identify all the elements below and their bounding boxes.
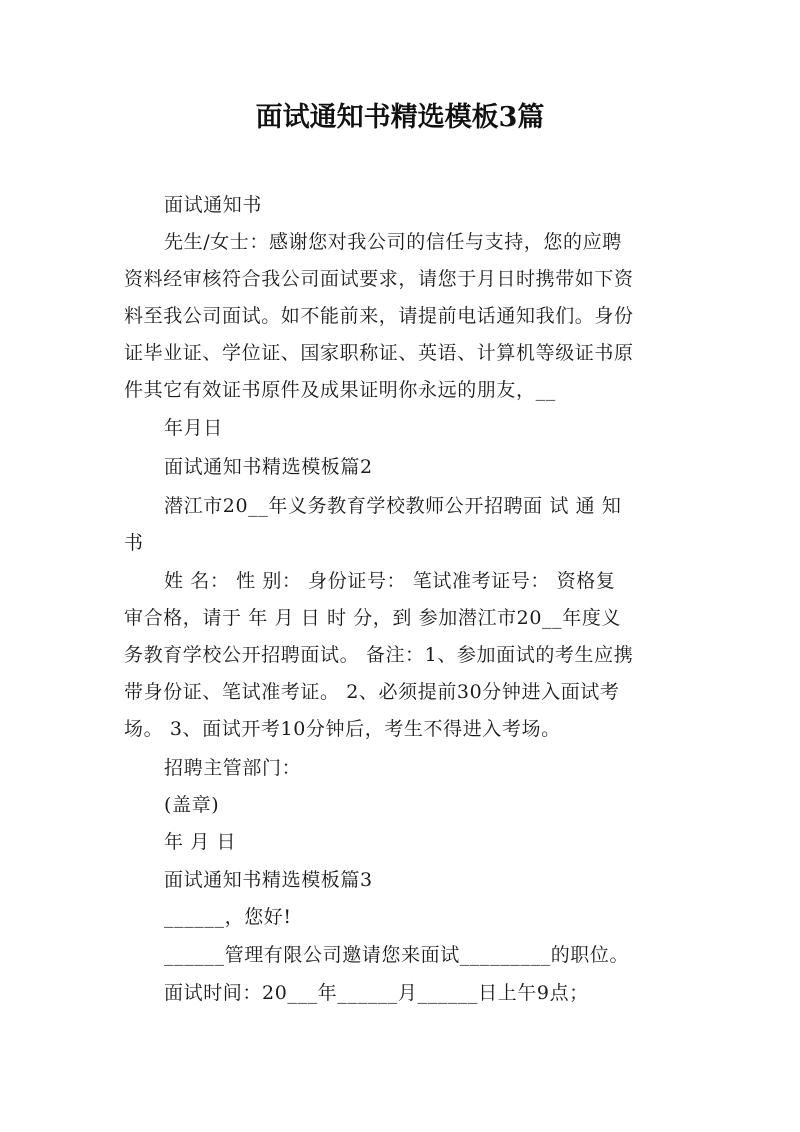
paragraph-line: 务教育学校公开招聘面试。 备注：1、参加面试的考生应携: [124, 644, 634, 666]
paragraph-line: 证毕业证、学位证、国家职称证、英语、计算机等级证书原: [124, 342, 634, 364]
paragraph-line: ______管理有限公司邀请您来面试_________的职位。: [164, 944, 630, 966]
paragraph-line: 审合格，请于 年 月 日 时 分，到 参加潜江市20__年度义: [124, 607, 622, 629]
seal-line: (盖章): [164, 794, 220, 816]
paragraph-line: 资料经审核符合我公司面试要求，请您于月日时携带如下资: [124, 268, 634, 290]
paragraph-line: 料至我公司面试。如不能前来，请提前电话通知我们。身份: [124, 305, 634, 327]
paragraph-line: 潜江市20__年义务教育学校教师公开招聘面 试 通 知: [164, 495, 622, 517]
paragraph-line: 书: [124, 532, 144, 554]
department-line: 招聘主管部门：: [164, 757, 302, 779]
interview-time-line: 面试时间：20___年______月______日上午9点；: [164, 982, 589, 1004]
paragraph-line: 先生/女士：感谢您对我公司的信任与支持，您的应聘: [164, 231, 622, 253]
date-line: 年 月 日: [164, 831, 237, 853]
paragraph-line: 带身份证、笔试准考证。 2、必须提前30分钟进入面试考: [124, 681, 620, 703]
section-heading-1: 面试通知书: [164, 194, 263, 216]
greeting-line: ______，您好!: [164, 906, 292, 928]
section-heading-2: 面试通知书精选模板篇2: [164, 456, 373, 478]
paragraph-line: 场。 3、面试开考10分钟后，考生不得进入考场。: [124, 718, 561, 740]
section-heading-3: 面试通知书精选模板篇3: [164, 869, 373, 891]
paragraph-line: 姓 名： 性 别： 身份证号： 笔试准考证号： 资格复: [164, 570, 616, 592]
document-title: 面试通知书精选模板3篇: [255, 102, 545, 133]
paragraph-line: 件其它有效证书原件及成果证明你永远的朋友，__: [124, 379, 556, 401]
date-line: 年月日: [164, 417, 223, 439]
